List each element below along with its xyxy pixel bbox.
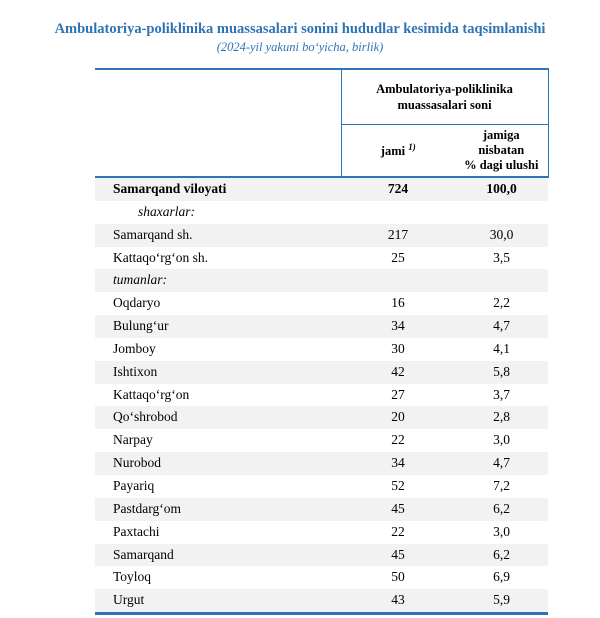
header-group-row [95,69,548,124]
header-empty-cell [95,124,341,177]
page-title: Ambulatoriya-poliklinika muassasalari sonini hududlar kesimida taqsimlanishi [54,21,546,37]
table-row [95,429,548,452]
row-label: Payariq [113,477,155,493]
table-row [95,521,548,544]
table-row [95,224,548,247]
row-label: Narpay [113,432,153,448]
row-label: Paxtachi [113,523,160,539]
table-row [95,406,548,429]
row-jami: 22 [391,523,405,539]
row-share: 3,0 [493,523,510,539]
header-columns-row [95,124,548,177]
row-label: Samarqand viloyati [113,181,227,196]
table-row [95,566,548,589]
jami-label: jami [380,143,406,158]
row-share: 2,8 [493,409,510,425]
row-share: 5,9 [493,592,510,608]
jami-footnote-mark: 1) [408,141,416,152]
row-label: Oqdaryo [113,295,161,311]
row-share: 6,2 [493,500,510,516]
row-share: 5,8 [493,363,510,379]
row-jami: 724 [387,181,409,196]
table-row [95,292,548,315]
row-jami: 52 [391,477,405,493]
row-jami: 34 [391,318,405,334]
row-share [455,201,548,224]
row-label: Qoʻshrobod [113,409,178,425]
row-jami: 42 [391,363,405,379]
row-jami: 217 [387,226,409,242]
row-share: 6,9 [493,569,510,585]
row-share: 4,7 [493,455,510,471]
row-jami: 25 [391,249,405,265]
table-row [95,452,548,475]
table-row [95,177,548,201]
row-share: 4,7 [493,318,510,334]
row-share: 3,0 [493,432,510,448]
row-label: Urgut [113,592,145,608]
row-share [455,269,548,292]
row-jami: 45 [391,546,405,562]
table-row [95,384,548,407]
row-jami: 30 [391,340,405,356]
table-row [95,498,548,521]
row-jami: 50 [391,569,405,585]
row-label: Nurobod [113,455,161,471]
page-subtitle: (2024-yil yakuni boʻyicha, birlik) [216,40,384,54]
row-label: Bulungʻur [113,318,169,334]
row-label: shaxarlar: [138,203,195,219]
row-jami: 27 [391,386,405,402]
row-share: 100,0 [486,181,517,196]
table-body [95,177,548,614]
row-jami: 22 [391,432,405,448]
table-row [95,589,548,613]
row-label: Pastdargʻom [113,500,181,516]
row-share: 3,5 [493,249,510,265]
row-label: Ishtixon [113,363,158,379]
table-row [95,247,548,270]
row-jami [341,269,455,292]
share-label-line: jamiga [482,127,520,142]
row-jami: 34 [391,455,405,471]
table-row [95,361,548,384]
row-label: Kattaqoʻrgʻon sh. [113,249,208,265]
group-header-label: Ambulatoriya-poliklinika muassasalari soni [341,69,548,124]
row-jami: 45 [391,500,405,516]
row-label: Kattaqoʻrgʻon [113,386,190,402]
row-label: tumanlar: [113,272,167,288]
table-header [95,69,548,177]
row-jami: 20 [391,409,405,425]
row-label: Jomboy [113,340,156,356]
row-jami: 43 [391,592,405,608]
table-row [95,544,548,567]
row-share: 30,0 [489,226,514,242]
col-header-jami [341,124,455,177]
row-share: 6,2 [493,546,510,562]
row-label: Samarqand sh. [113,226,193,242]
table-row [95,315,548,338]
share-label-line: nisbatan [478,142,525,157]
table-row [95,475,548,498]
table-row [95,338,548,361]
row-jami: 16 [391,295,405,311]
share-label-line: % dagi ulushi [464,157,539,172]
row-share: 4,1 [493,340,510,356]
row-label: Toyloq [113,569,152,585]
col-header-share [455,124,548,177]
row-jami [341,201,455,224]
stats-table [95,68,549,615]
row-share: 2,2 [493,295,510,311]
header-empty-cell [95,69,341,124]
row-label: Samarqand [113,546,174,562]
row-share: 7,2 [493,477,510,493]
row-share: 3,7 [493,386,510,402]
table-row [95,201,548,224]
table-row [95,269,548,292]
